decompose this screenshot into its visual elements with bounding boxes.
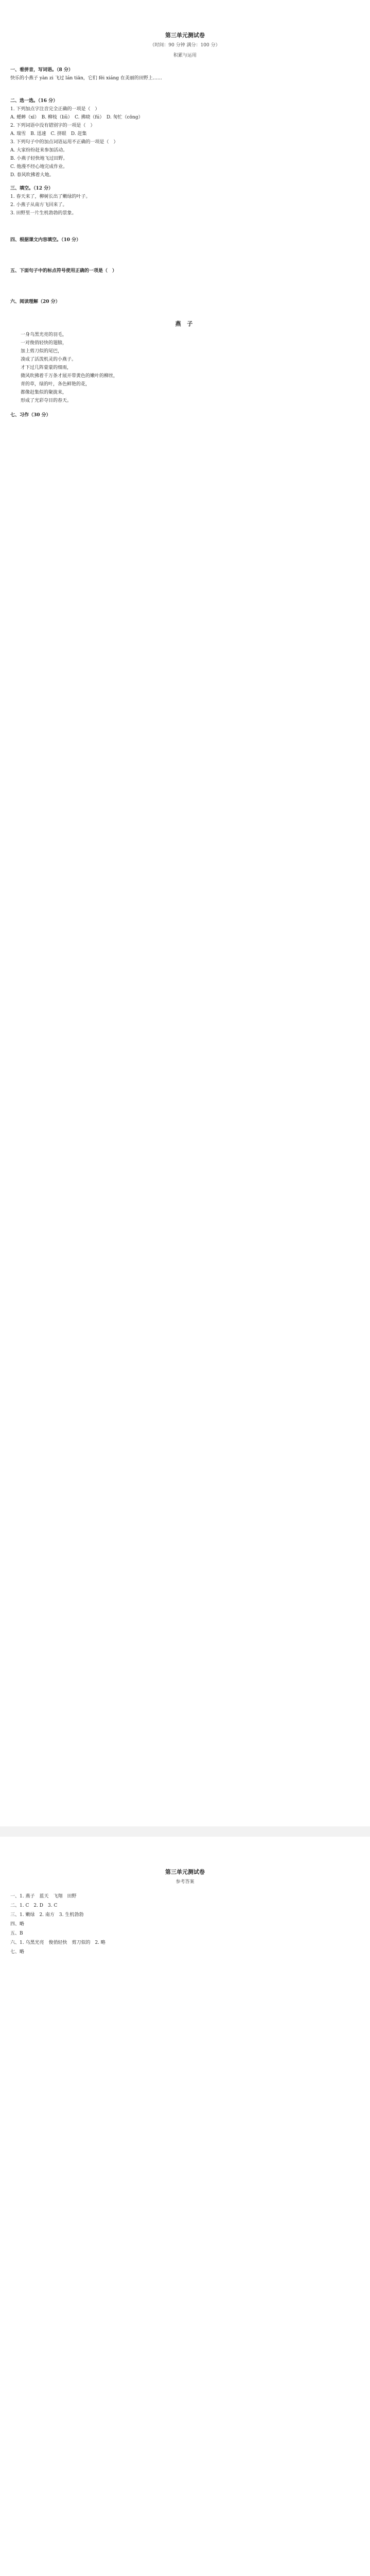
q3-heading: 三、填空。（12 分） [10,186,54,191]
q2-lines-item: A. 蟋蟀（xī） B. 柳枝（liǔ） C. 拂晓（fú） D. 匆忙（cōng） [10,115,143,120]
q4-heading: 四、根据课文内容填空。（10 分） [10,238,81,243]
poem-lines-item: 才下过几阵蒙蒙的细雨， [21,365,72,370]
q2-lines-item: 2. 下列词语中没有错别字的一项是（ ） [10,123,95,128]
q1-text: 快乐的小燕子 yàn zi 飞过 lán tiān，它们 fēi xiáng 在美丽的田野上…… [10,76,162,81]
poem-lines-item: 凑成了活泼机灵的小燕子。 [21,357,77,362]
answer-subtitle: 参考答案 [175,1879,195,1885]
answer-lines-item: 三、1. 嫩绿 2. 南方 3. 生机勃勃 [10,1912,84,1918]
q2-lines-item: B. 小燕子轻快地飞过田野。 [10,156,68,161]
poem-lines-item: 青的草，绿的叶，各色鲜艳的花， [21,382,91,387]
q1-heading: 一、看拼音，写词语。（8 分） [10,67,73,73]
q7-heading: 七、习作（30 分） [10,413,51,418]
q2-lines-item: A. 瑞雪 B. 迅速 C. 挤眼 D. 赶集 [10,131,87,137]
poem-lines-item: 一身乌黑光亮的羽毛， [21,332,67,337]
q2-lines-item: D. 春风吹拂着大地。 [10,173,54,178]
q3-lines-item: 1. 春天来了，柳树长出了嫩绿的叶子。 [10,194,91,199]
q2-lines-item: 1. 下列加点字注音完全正确的一项是（ ） [10,107,100,112]
q6-heading: 六、阅读理解（20 分） [10,299,60,304]
answer-title: 第三单元测试卷 [165,1869,205,1875]
poem-lines-item: 都像赶集似的聚拢来， [21,390,67,395]
poem-lines-item: 形成了光彩夺目的春天。 [21,398,72,403]
poem-title: 燕 子 [175,320,195,327]
section-label: 积累与运用 [173,53,197,58]
answer-lines-item: 五、B [10,1931,23,1936]
q3-lines-item: 2. 小燕子从南方飞回来了。 [10,202,67,208]
answer-lines-item: 二、1. C 2. D 3. C [10,1903,58,1908]
poem-lines-item: 微风吹拂着千万条才展开带黄色的嫩叶的柳丝， [21,374,118,379]
q2-heading: 二、选一选。（16 分） [10,98,58,104]
answer-lines-item: 六、1. 乌黑光亮 俊俏轻快 剪刀似的 2. 略 [10,1940,105,1945]
poem-lines-item: 一对俊俏轻快的翅膀， [21,341,67,346]
q3-lines-item: 3. 田野里一片生机勃勃的景象。 [10,211,77,216]
poem-lines-item: 加上剪刀似的尾巴， [21,349,63,354]
q2-lines-item: 3. 下列句子中的加点词语运用不正确的一项是（ ） [10,140,118,145]
answer-lines-item: 四、略 [10,1922,25,1927]
answer-lines-item: 七、略 [10,1950,25,1955]
page-2 [0,1837,370,2576]
exam-meta: （时间：90 分钟 满分：100 分） [150,43,220,48]
answer-lines-item: 一、1. 燕子 蓝天 飞翔 田野 [10,1894,77,1899]
q5-heading: 五、下面句子中的标点符号使用正确的一项是（ ） [10,268,117,274]
q2-lines-item: A. 大家纷纷赶来参加活动。 [10,148,68,153]
exam-title: 第三单元测试卷 [165,32,205,39]
q2-lines-item: C. 他漫不经心地完成作业。 [10,164,68,170]
page-separator [0,1826,370,1837]
